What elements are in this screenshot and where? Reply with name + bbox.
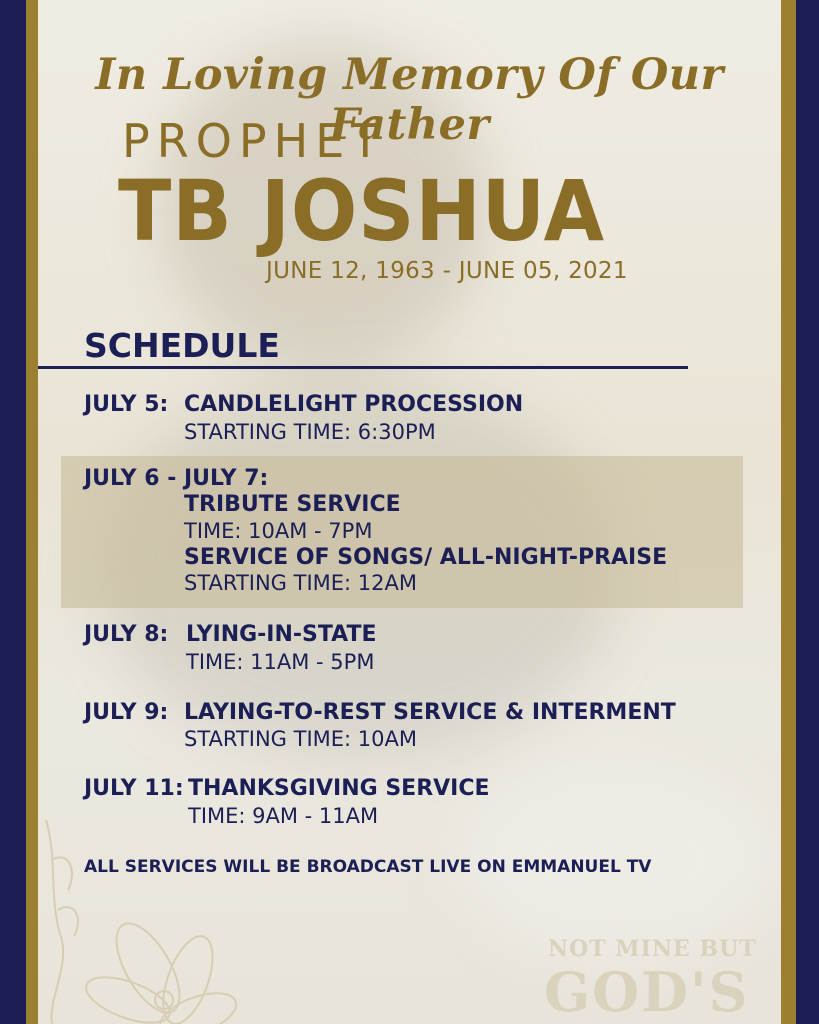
event-time: STARTING TIME: 12AM <box>184 571 417 595</box>
event-time: STARTING TIME: 10AM <box>184 727 417 751</box>
event-title: TRIBUTE SERVICE <box>184 492 401 517</box>
honoree-name: TB JOSHUA <box>118 162 606 260</box>
event-date: JULY 11: <box>84 776 184 801</box>
broadcast-note: ALL SERVICES WILL BE BROADCAST LIVE ON EMMANUEL TV <box>84 857 652 877</box>
watermark-line1: NOT MINE BUT <box>548 936 757 962</box>
event-date: JULY 6 - JULY 7: <box>84 466 269 491</box>
event-title: LYING-IN-STATE <box>186 622 377 647</box>
watermark-line2: GOD'S <box>544 960 750 1024</box>
event-time: STARTING TIME: 6:30PM <box>184 420 436 444</box>
memorial-line: In Loving Memory Of Our Father <box>95 50 724 150</box>
life-dates: JUNE 12, 1963 - JUNE 05, 2021 <box>266 258 628 284</box>
event-title: THANKSGIVING SERVICE <box>188 776 490 801</box>
event-date: JULY 8: <box>84 622 169 647</box>
event-date: JULY 9: <box>84 700 169 725</box>
flower-icon <box>38 800 298 1024</box>
event-time: TIME: 10AM - 7PM <box>184 519 373 543</box>
schedule-heading: SCHEDULE <box>84 326 280 365</box>
event-time: TIME: 9AM - 11AM <box>188 804 379 828</box>
event-time: TIME: 11AM - 5PM <box>186 650 375 674</box>
schedule-divider <box>38 366 688 369</box>
content-panel <box>38 0 781 1024</box>
event-title: LAYING-TO-REST SERVICE & INTERMENT <box>184 700 676 725</box>
event-title: SERVICE OF SONGS/ ALL-NIGHT-PRAISE <box>184 545 668 570</box>
event-title: CANDLELIGHT PROCESSION <box>184 392 524 417</box>
event-date: JULY 5: <box>84 392 169 417</box>
title-prefix: PROPHET <box>122 114 387 168</box>
